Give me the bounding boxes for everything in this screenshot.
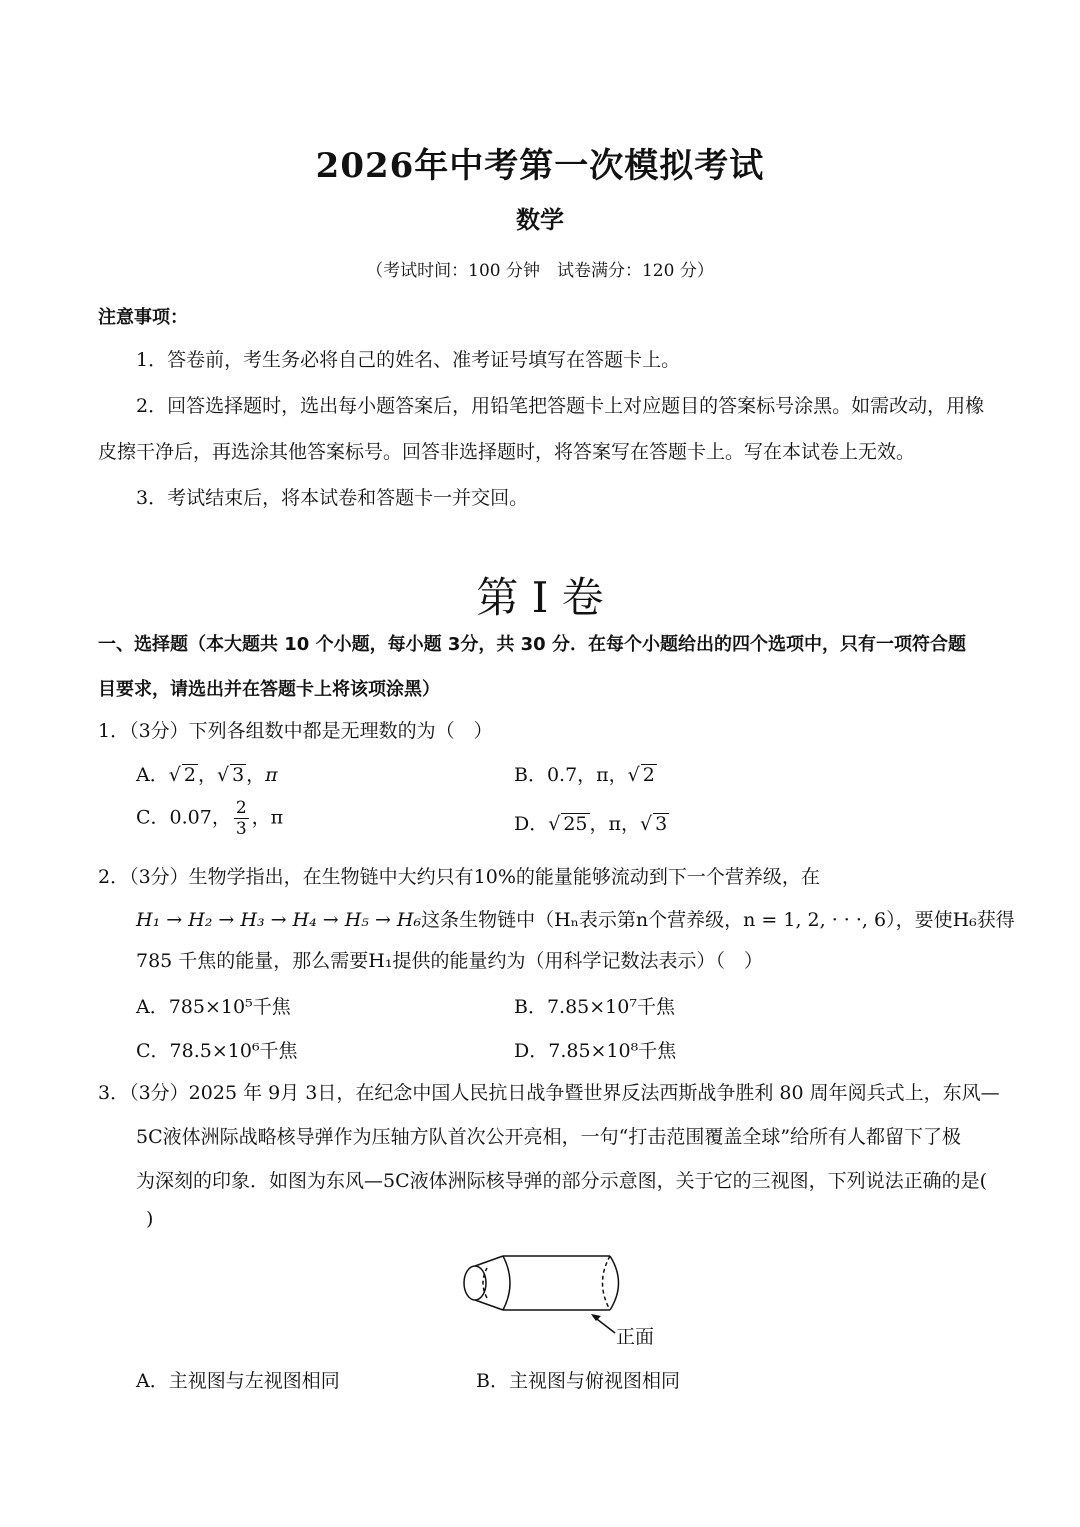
q1-a-label: A． (136, 764, 169, 786)
q1-a-sqrt3: 3 (232, 764, 245, 786)
sqrt-symbol: √ (216, 764, 230, 786)
q1-a-comma-1: ， (197, 764, 217, 786)
fraction-denominator: 3 (235, 819, 247, 839)
notice-item-1: 1．答卷前，考生务必将自己的姓名、准考证号填写在答题卡上。 (136, 349, 681, 371)
roll-title: 第 I 卷 (476, 573, 604, 622)
q1-option-a[interactable] (136, 760, 278, 787)
q1-d-pi: ，π， (589, 813, 641, 835)
q3-line-2: 5C液体洲际战略核导弹作为压轴方队首次公开亮相，一句“打击范围覆盖全球”给所有人都留下了极 (136, 1126, 962, 1148)
front-arrow-head (591, 1314, 601, 1321)
q1-option-b[interactable] (514, 760, 657, 787)
missile-end-curve (610, 1256, 619, 1310)
q1-d-sqrt25: 25 (563, 813, 588, 835)
q3-option-a[interactable]: A．主视图与左视图相同 (136, 1370, 340, 1392)
q2-line-2 (136, 905, 1015, 932)
section-1-heading-line-2: 目要求，请选出并在答题卡上将该项涂黑） (98, 679, 440, 700)
q1-c-pi: ，π (251, 806, 284, 829)
q3-option-b[interactable]: B．主视图与俯视图相同 (476, 1370, 680, 1392)
q3-line-3: 为深刻的印象．如图为东风—5C液体洲际核导弹的部分示意图，关于它的三视图，下列说法正确的是( (136, 1170, 988, 1192)
q1-a-sqrt2: 2 (183, 764, 196, 786)
q1-d-label: D． (514, 813, 549, 835)
q2-option-a[interactable]: A．785×10⁵千焦 (136, 996, 291, 1018)
exam-time-info: （考试时间：100 分钟 试卷满分：120 分） (366, 261, 714, 281)
q3-line-1: 3．（3分）2025 年 9月 3日，在纪念中国人民抗日战争暨世界反法西斯战争胜利 80 周年阅兵式上，东风— (98, 1082, 1000, 1104)
exam-title: 2026年中考第一次模拟考试 (315, 146, 765, 186)
q1-b-sqrt2: 2 (642, 764, 655, 786)
notice-item-3: 3．考试结束后，将本试卷和答题卡一并交回。 (136, 487, 529, 509)
q1-b-label: B．0.7，π， (514, 764, 628, 786)
q1-option-c[interactable] (136, 798, 283, 839)
notice-item-2-line-1: 2．回答选择题时，选出每小题答案后，用铅笔把答题卡上对应题目的答案标号涂黑。如需改动，用橡 (136, 395, 985, 417)
q3-line-4: ) (146, 1208, 154, 1230)
exam-subject: 数学 (516, 206, 564, 234)
sqrt-symbol: √ (640, 813, 653, 835)
q1-option-d[interactable] (514, 809, 669, 836)
q2-option-c[interactable]: C．78.5×10⁶千焦 (136, 1040, 298, 1062)
q1-c-label: C．0.07， (136, 806, 231, 829)
missile-taper-bottom (475, 1300, 503, 1310)
notice-heading: 注意事项： (98, 307, 188, 328)
q1-a-pi: π (265, 764, 278, 786)
q2-option-d[interactable]: D．7.85×10⁸千焦 (514, 1040, 677, 1062)
q1-c-fraction (234, 798, 249, 839)
section-1-heading-line-1: 一、选择题（本大题共 10 个小题，每小题 3分，共 30 分．在每个小题给出的四个选项中，只有一项符合题 (98, 634, 966, 655)
missile-taper-top (475, 1256, 503, 1266)
q1-stem: 1．（3分）下列各组数中都是无理数的为（ ） (98, 720, 493, 742)
q2-line-1: 2．（3分）生物学指出，在生物链中大约只有10%的能量能够流动到下一个营养级，在 (98, 866, 820, 888)
fraction-numerator: 2 (235, 798, 247, 818)
q1-d-sqrt3: 3 (655, 813, 668, 835)
q2-chain: H₁ → H₂ → H₃ → H₄ → H₅ → H₆ (136, 909, 422, 931)
q2-line-3: 785 千焦的能量，那么需要H₁提供的能量约为（用科学记数法表示）（ ） (136, 950, 763, 972)
missile-junction-curve (503, 1256, 510, 1310)
q3-figure-label: 正面 (616, 1326, 655, 1348)
missile-end-hidden-curve (603, 1256, 611, 1310)
notice-item-2-line-2: 皮擦干净后，再选涂其他答案标号。回答非选择题时，将答案写在答题卡上。写在本试卷上无效。 (98, 441, 916, 463)
sqrt-symbol: √ (168, 764, 181, 786)
sqrt-symbol: √ (548, 813, 561, 835)
q2-line-2-rest: 这条生物链中（Hₙ表示第n个营养级，n = 1, 2, · · ·, 6），要使H₆获得 (421, 909, 1015, 931)
sqrt-symbol: √ (627, 764, 640, 786)
q1-a-comma-2: ， (246, 764, 266, 786)
q2-option-b[interactable]: B．7.85×10⁷千焦 (514, 996, 675, 1018)
